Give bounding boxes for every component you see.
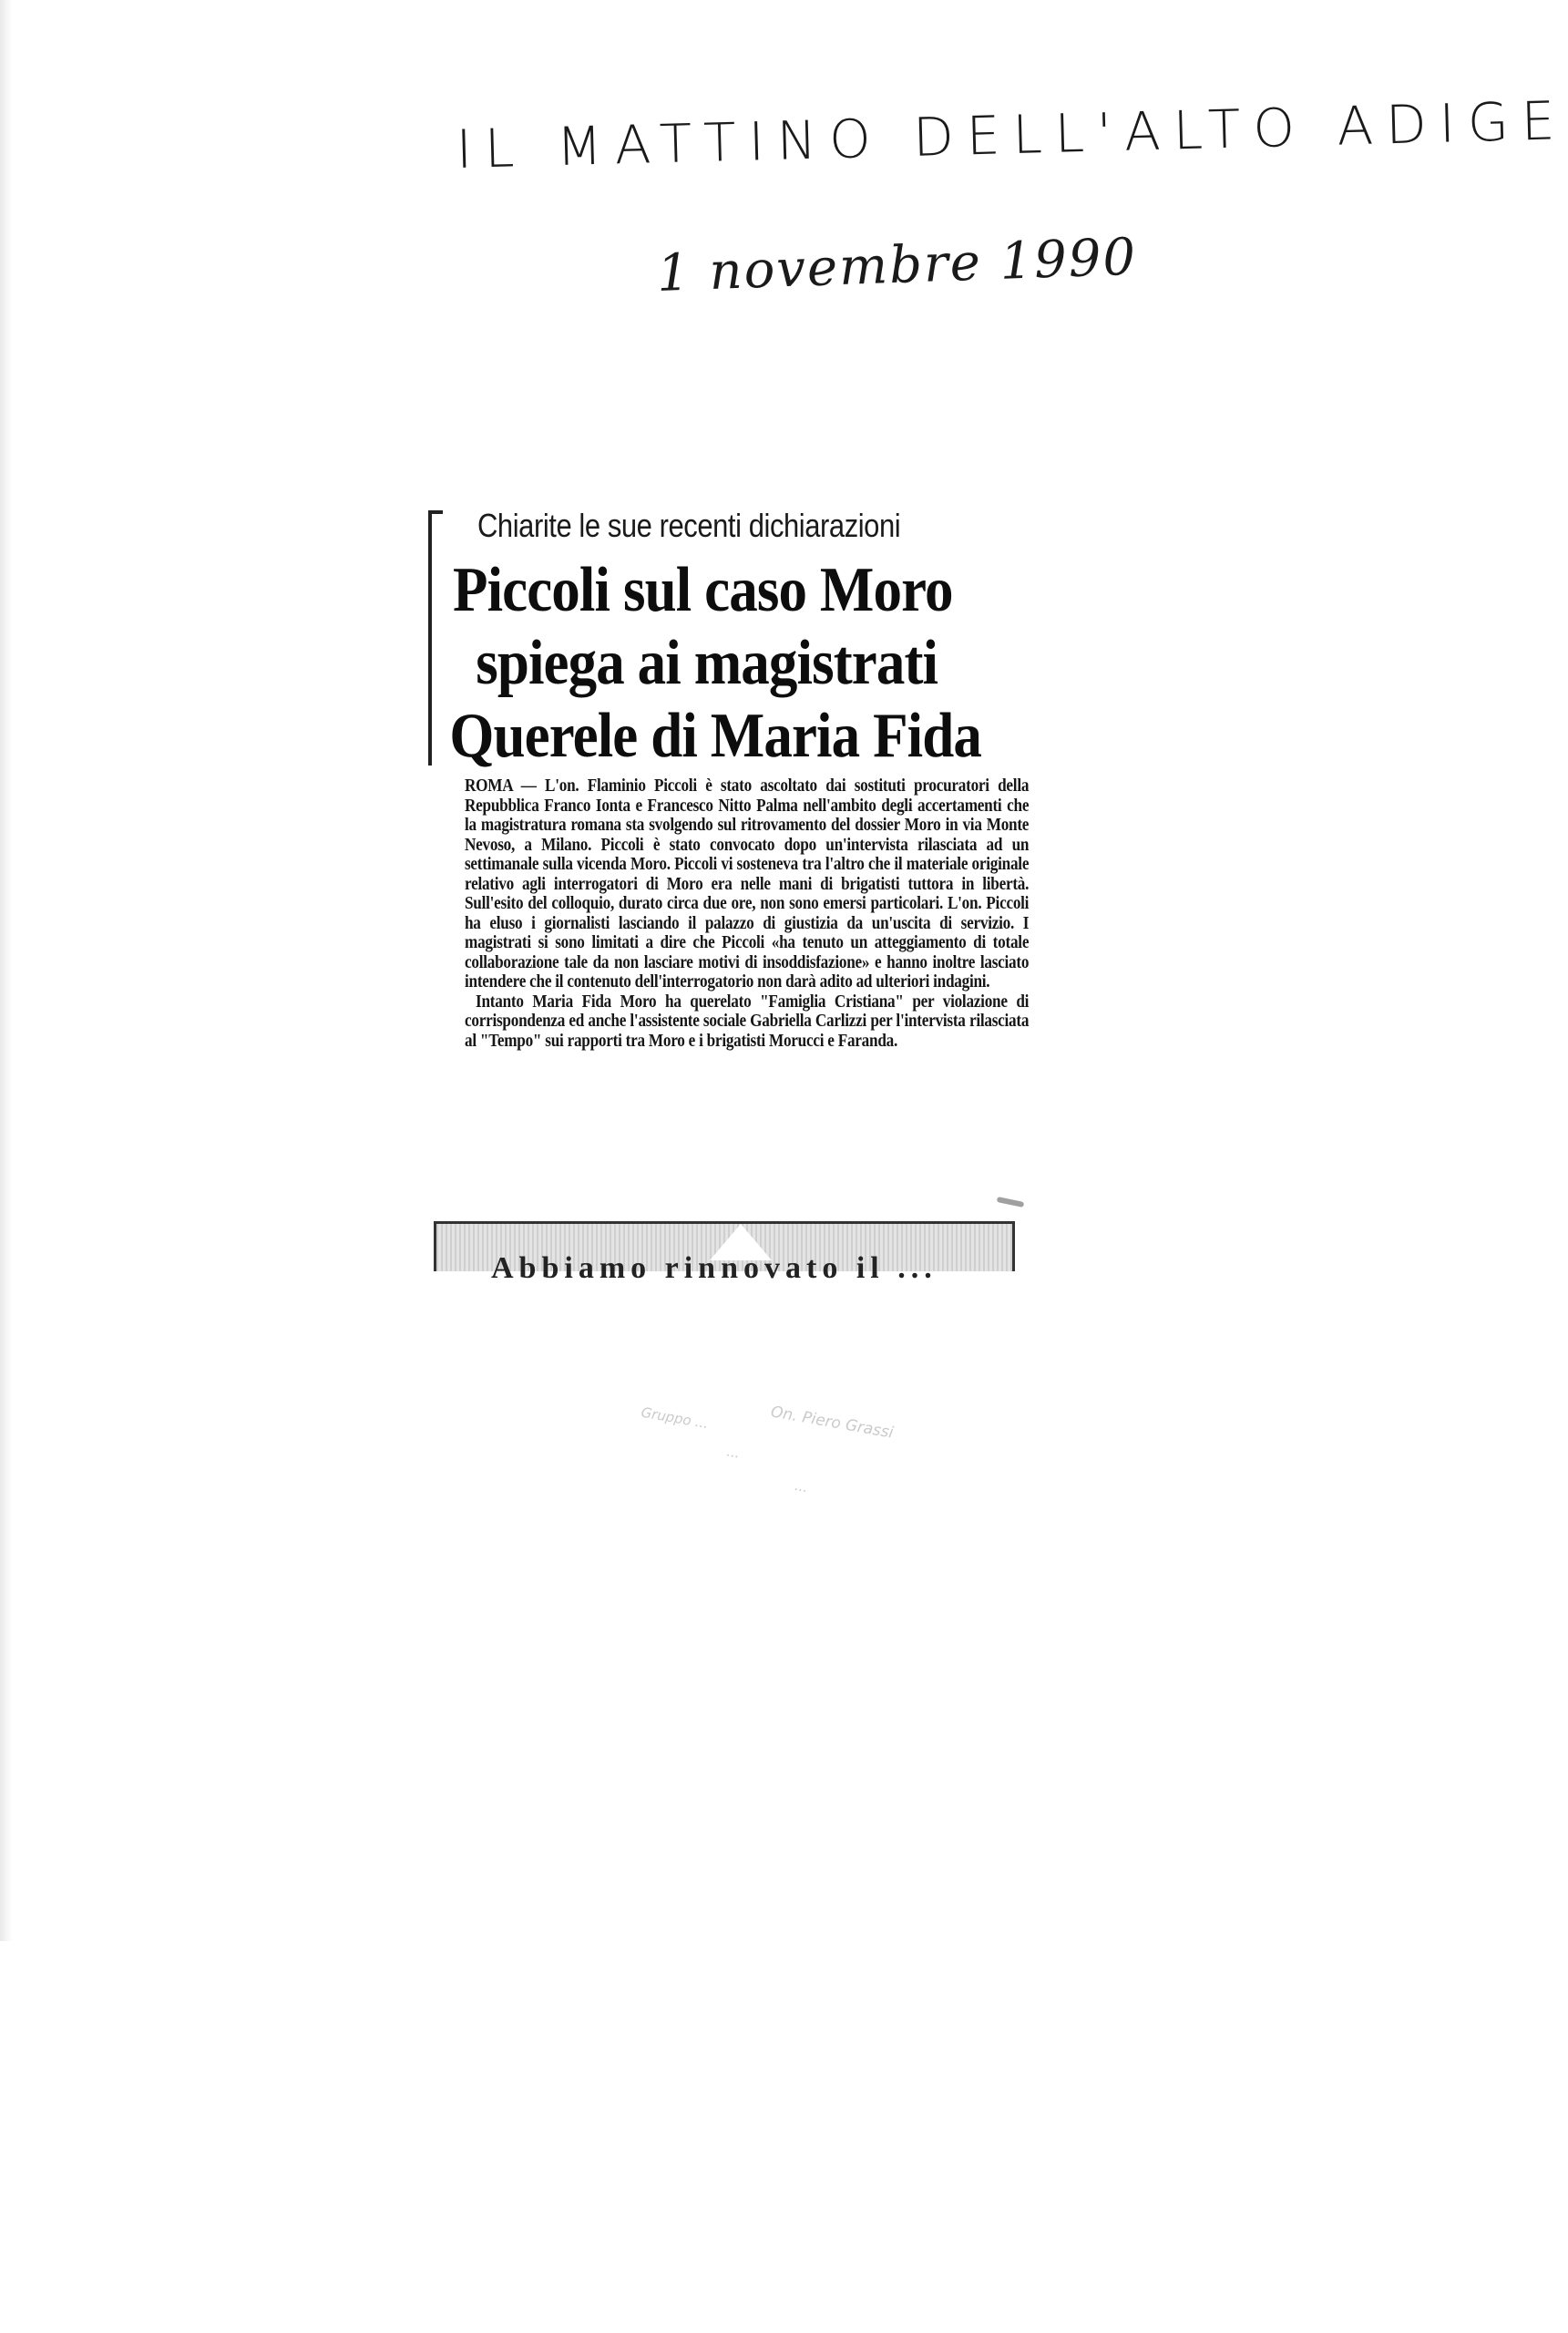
handwritten-publication-name: IL MATTINO DELL'ALTO ADIGE bbox=[456, 89, 1568, 180]
faded-stamp bbox=[621, 1381, 1023, 1591]
article-headline bbox=[445, 554, 1035, 773]
stamp-line-4: ... bbox=[793, 1477, 810, 1496]
article-kicker: Chiarite le sue recenti dichiarazioni bbox=[477, 507, 901, 544]
clipping-left-rule bbox=[428, 510, 432, 766]
article-paragraph-1: ROMA — L'on. Flaminio Piccoli è stato ascoltato dai sostituti procuratori della Repubblica Franco Ionta e Francesco Nitto Palma nell'ambito degli accertamenti che la magistratura romana sta svolgendo sul ritrovamento del dossier Moro in via Monte Nevoso, a Milano. Piccoli è stato convocato dopo un'intervista rilasciata ad un settimanale sulla vicenda Moro. Piccoli vi sosteneva tra l'altro che il materiale originale relativo agli interrogatori di Moro era nelle mani di brigatisti tuttora in libertà. Sull'esito del colloquio, durato circa due ore, non sono emersi particolari. L'on. Piccoli ha eluso i giornalisti lasciando il palazzo di giustizia da un'uscita di servizio. I magistrati si sono limitati a dire che Piccoli «ha tenuto un atteggiamento di totale collaborazione tale da non lasciare motivi di insoddisfazione» e hanno inoltre lasciato intendere che il contenuto dell'interrogatorio non darà adito ad ulteriori indagini. bbox=[465, 776, 1030, 992]
headline-line-2: spiega ai magistrati bbox=[476, 628, 938, 698]
ad-fragment-text: Abbiamo rinnovato il ... bbox=[491, 1251, 938, 1285]
clipping-corner-rule bbox=[428, 510, 443, 514]
article-body bbox=[465, 776, 1029, 1051]
newspaper-clipping bbox=[428, 501, 1030, 1271]
stamp-line-1: On. Piero Grassi bbox=[769, 1403, 896, 1443]
stamp-line-2: Gruppo ... bbox=[640, 1403, 710, 1433]
advertisement-fragment bbox=[434, 1221, 1015, 1285]
headline-line-1: Piccoli sul caso Moro bbox=[453, 555, 953, 625]
handwritten-date: 1 novembre 1990 bbox=[656, 227, 1139, 303]
scan-page-edge bbox=[0, 0, 13, 1941]
article-paragraph-2: Intanto Maria Fida Moro ha querelato "Famiglia Cristiana" per violazione di corrispondenza ed anche l'assistente sociale Gabriella Carlizzi per l'intervista rilasciata al "Tempo" sui rapporti tra Moro e i brigatisti Morucci e Faranda. bbox=[465, 991, 1030, 1051]
headline-line-3: Querele di Maria Fida bbox=[449, 701, 982, 771]
stamp-line-3: ... bbox=[725, 1443, 742, 1462]
